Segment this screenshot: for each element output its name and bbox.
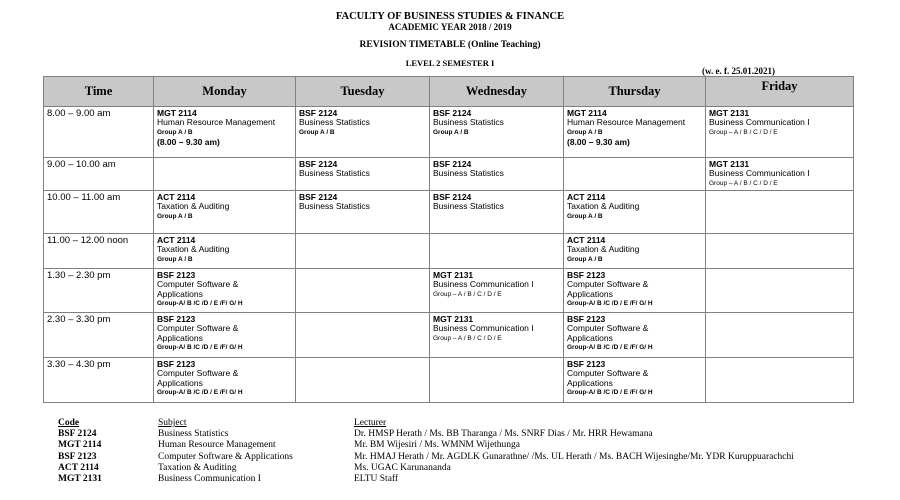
course-code: MGT 2131 (433, 270, 474, 280)
course-subject: Business Statistics (299, 117, 370, 127)
empty-cell (296, 358, 430, 403)
course-code: MGT 2131 (709, 159, 750, 169)
course-subject: Business Communication I (433, 279, 534, 289)
extended-time: (8.00 – 9.30 am) (157, 136, 220, 147)
session-cell (564, 358, 706, 403)
legend-header-subject: Subject (158, 418, 187, 428)
course-group: Group A / B (567, 128, 603, 136)
legend-code: BSF 2124 (58, 429, 97, 440)
legend-lecturer: ELTU Staff (354, 473, 399, 484)
course-code: ACT 2114 (157, 235, 196, 245)
session-cell (296, 158, 430, 191)
empty-cell (706, 191, 854, 234)
session-cell (154, 234, 296, 269)
legend-code: ACT 2114 (58, 462, 99, 473)
course-subject-cont: Applications (567, 377, 613, 388)
course-subject-cont: Applications (567, 288, 613, 299)
course-group: Group-A/ B /C /D / E /F/ G/ H (567, 300, 653, 307)
header-thursday: Thursday (564, 77, 706, 107)
header-time: Time (44, 77, 154, 107)
session-cell (706, 107, 854, 158)
session-cell (154, 269, 296, 313)
course-subject: Business Communication I (709, 117, 810, 127)
empty-cell (296, 313, 430, 358)
header-tuesday: Tuesday (296, 77, 430, 107)
course-subject: Business Statistics (433, 117, 504, 127)
course-code: ACT 2114 (157, 192, 196, 202)
time-slot: 9.00 – 10.00 am (44, 158, 154, 191)
academic-year: ACADEMIC YEAR 2018 / 2019 (388, 22, 512, 32)
course-subject: Computer Software & (157, 368, 239, 378)
timetable (43, 76, 854, 403)
course-code: BSF 2123 (567, 314, 606, 324)
course-subject-cont: Applications (157, 288, 203, 299)
time-slot: 3.30 – 4.30 pm (44, 358, 154, 403)
session-cell (564, 107, 706, 158)
legend-subject: Taxation & Auditing (158, 462, 237, 473)
legend-header-code: Code (58, 418, 80, 428)
legend-code: MGT 2114 (58, 440, 102, 451)
course-subject: Taxation & Auditing (157, 201, 230, 211)
course-group: Group-A/ B /C /D / E /F/ G/ H (567, 344, 653, 351)
session-cell (430, 313, 564, 358)
course-group: Group-A/ B /C /D / E /F/ G/ H (157, 300, 243, 307)
course-code: BSF 2124 (433, 192, 472, 202)
session-cell (430, 158, 564, 191)
course-subject: Business Statistics (433, 201, 504, 211)
course-subject: Computer Software & (567, 279, 649, 289)
course-group: Group A / B (433, 128, 469, 136)
legend-lecturer: Dr. HMSP Herath / Ms. BB Tharanga / Ms. SNRF Dias / Mr. HRR Hewamana (354, 429, 653, 440)
course-code: BSF 2123 (157, 270, 196, 280)
course-code: MGT 2131 (709, 108, 750, 118)
time-slot: 2.30 – 3.30 pm (44, 313, 154, 358)
course-group: Group – A / B / C / D / E (709, 128, 778, 136)
time-slot: 10.00 – 11.00 am (44, 191, 154, 234)
session-cell (430, 269, 564, 313)
course-code: BSF 2124 (433, 108, 472, 118)
course-group: Group-A/ B /C /D / E /F/ G/ H (567, 389, 653, 396)
session-cell (296, 107, 430, 158)
course-code: BSF 2123 (157, 314, 196, 324)
course-subject: Computer Software & (157, 279, 239, 289)
time-slot: 11.00 – 12.00 noon (44, 234, 154, 269)
course-code: MGT 2114 (567, 108, 607, 118)
table-row (44, 358, 854, 403)
session-cell (706, 158, 854, 191)
legend-lecturer: Mr. HMAJ Herath / Mr. AGDLK Gunarathne/ /Ms. UL Herath / Ms. BACH Wijesinghe/Mr. YDR Kuruppuarachchi (354, 451, 794, 462)
course-code: BSF 2123 (157, 359, 196, 369)
empty-cell (154, 158, 296, 191)
course-code: BSF 2123 (567, 270, 606, 280)
course-subject: Business Statistics (299, 201, 370, 211)
table-row (44, 191, 854, 234)
table-row (44, 158, 854, 191)
course-group: Group – A / B / C / D / E (433, 290, 502, 298)
session-cell (154, 107, 296, 158)
course-subject-cont: Applications (567, 332, 613, 343)
course-group: Group – A / B / C / D / E (709, 179, 778, 187)
empty-cell (706, 358, 854, 403)
time-slot: 8.00 – 9.00 am (44, 107, 154, 158)
session-cell (564, 313, 706, 358)
empty-cell (430, 234, 564, 269)
course-group: Group A / B (157, 128, 193, 136)
header-wednesday: Wednesday (430, 77, 564, 107)
time-slot: 1.30 – 2.30 pm (44, 269, 154, 313)
legend-code: MGT 2131 (58, 473, 102, 484)
legend-header-lecturer: Lecturer (354, 418, 387, 428)
session-cell (430, 107, 564, 158)
course-subject-cont: Applications (157, 377, 203, 388)
session-cell (154, 313, 296, 358)
empty-cell (296, 269, 430, 313)
session-cell (154, 358, 296, 403)
header-friday: Friday (706, 77, 854, 107)
faculty-title: FACULTY OF BUSINESS STUDIES & FINANCE (335, 11, 565, 22)
course-group: Group A / B (567, 255, 603, 263)
course-subject: Computer Software & (157, 323, 239, 333)
legend-code: BSF 2123 (58, 451, 97, 462)
session-cell (564, 234, 706, 269)
course-subject: Business Communication I (433, 323, 534, 333)
table-row (44, 269, 854, 313)
table-row (44, 107, 854, 158)
course-group: Group A / B (157, 212, 193, 220)
session-cell (564, 191, 706, 234)
course-subject: Business Statistics (433, 168, 504, 178)
effective-date: (w. e. f. 25.01.2021) (702, 66, 775, 76)
empty-cell (706, 269, 854, 313)
empty-cell (706, 313, 854, 358)
course-subject: Computer Software & (567, 368, 649, 378)
course-code: BSF 2124 (299, 159, 338, 169)
legend-lecturer: Ms. UGAC Karunananda (354, 462, 451, 473)
timetable-title: REVISION TIMETABLE (Online Teaching) (359, 40, 541, 50)
course-subject: Computer Software & (567, 323, 649, 333)
empty-cell (296, 234, 430, 269)
timetable-header-row (44, 77, 854, 107)
course-group: Group A / B (157, 255, 193, 263)
empty-cell (706, 234, 854, 269)
course-subject: Taxation & Auditing (567, 244, 640, 254)
course-group: Group A / B (567, 212, 603, 220)
table-row (44, 234, 854, 269)
course-group: Group-A/ B /C /D / E /F/ G/ H (157, 389, 243, 396)
course-code: MGT 2131 (433, 314, 474, 324)
legend-subject: Human Resource Management (158, 440, 276, 451)
legend-subject: Computer Software & Applications (158, 451, 293, 462)
course-group: Group A / B (299, 128, 335, 136)
legend-lecturer: Mr. BM Wijesiri / Ms. WMNM Wijethunga (354, 440, 521, 451)
empty-cell (430, 358, 564, 403)
course-subject-cont: Applications (157, 332, 203, 343)
legend-subject: Business Statistics (158, 429, 229, 440)
course-code: ACT 2114 (567, 235, 606, 245)
course-subject: Human Resource Management (567, 117, 686, 127)
course-group: Group-A/ B /C /D / E /F/ G/ H (157, 344, 243, 351)
legend-subject: Business Communication I (158, 473, 261, 484)
course-code: BSF 2123 (567, 359, 606, 369)
course-subject: Business Statistics (299, 168, 370, 178)
course-subject: Taxation & Auditing (157, 244, 230, 254)
header-monday: Monday (154, 77, 296, 107)
empty-cell (564, 158, 706, 191)
course-subject: Business Communication I (709, 168, 810, 178)
course-code: BSF 2124 (299, 192, 338, 202)
session-cell (430, 191, 564, 234)
session-cell (564, 269, 706, 313)
session-cell (154, 191, 296, 234)
level-semester: LEVEL 2 SEMESTER I (405, 58, 495, 68)
course-subject: Taxation & Auditing (567, 201, 640, 211)
course-code: BSF 2124 (299, 108, 338, 118)
course-code: BSF 2124 (433, 159, 472, 169)
table-row (44, 313, 854, 358)
course-group: Group – A / B / C / D / E (433, 334, 502, 342)
session-cell (296, 191, 430, 234)
course-subject: Human Resource Management (157, 117, 276, 127)
course-code: MGT 2114 (157, 108, 197, 118)
extended-time: (8.00 – 9.30 am) (567, 136, 630, 147)
course-code: ACT 2114 (567, 192, 606, 202)
